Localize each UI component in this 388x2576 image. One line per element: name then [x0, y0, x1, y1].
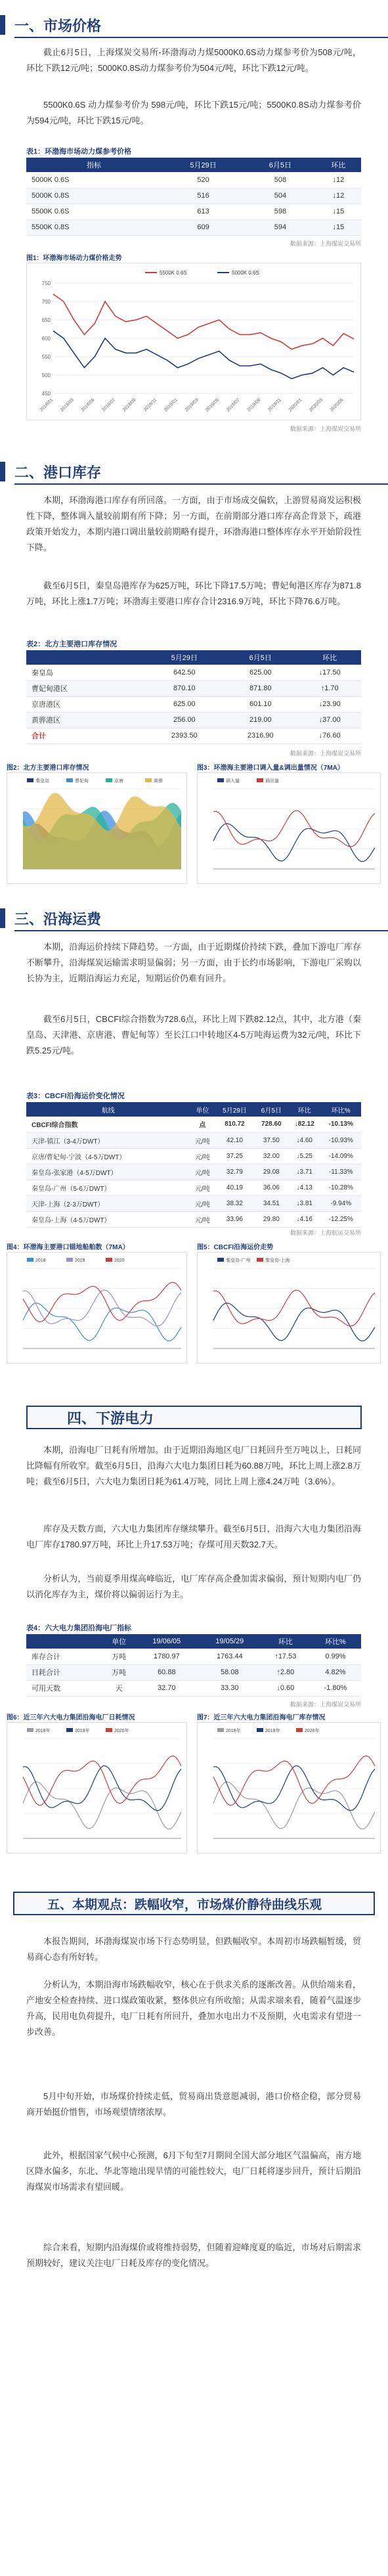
cell: 29.08 — [255, 1164, 288, 1180]
s4-para-2: 库存及天数方面，六大电力集团库存继续攀升。截至6月5日，沿海六大电力集团沿海电厂库存1780.97万吨，环比上升17.53万吨；存煤可用天数32.7天。 — [26, 1524, 361, 1549]
table-1-source: 数据来源：上海煤炭交易所 — [290, 240, 361, 247]
cell: 594 — [245, 219, 316, 235]
table-4-title: 表4：六大电力集团沿海电厂指标 — [26, 1622, 361, 1635]
cell: 34.51 — [255, 1195, 288, 1211]
cell: 58.08 — [198, 1664, 261, 1680]
cell: 京唐/曹妃甸-宁波（4-5万DWT） — [26, 1148, 190, 1164]
chart-4 — [7, 1252, 187, 1364]
cell: 625.00 — [146, 696, 223, 712]
s5-para-4: 此外，根据国家气候中心预测，6月下旬至7月期间全国大部分地区气温偏高，南方地区降水偏多，东北、华北等地出现旱情的可能性较大，电厂日耗将逐步回升，预计后期沿海煤炭市场需求有望回暖。 — [26, 2150, 361, 2192]
x-tick-label: 2020/01 — [288, 397, 303, 413]
cell: 508 — [245, 172, 316, 188]
legend-swatch — [27, 1728, 33, 1732]
y-tick-label: 650 — [41, 317, 51, 323]
legend-label: 京唐 — [114, 779, 123, 784]
cell: ↓3.71 — [288, 1164, 321, 1180]
section-1-title: 一、市场价格 — [14, 18, 102, 35]
legend-swatch — [27, 778, 33, 782]
section-2-title: 二、港口库存 — [14, 464, 102, 481]
cell: ↓37.00 — [298, 712, 361, 728]
x-tick-label: 2018/01 — [39, 397, 54, 413]
t4-h0 — [26, 1634, 103, 1649]
table-row — [26, 1117, 361, 1132]
cell: ↑1.70 — [298, 680, 361, 696]
chart-1-svg — [27, 263, 360, 420]
cell: 万吨 — [103, 1664, 135, 1680]
s5-para-1: 本报告期间，环渤海煤炭市场下行态势明显，但跌幅收窄。本周初市场跌幅暂缓，贸易商心态有所好转。 — [26, 1936, 361, 1962]
chart-2 — [7, 772, 187, 884]
x-tick-label: 2018/09 — [121, 397, 137, 413]
t3-h5: 环比% — [321, 1102, 361, 1117]
s3-para-2: 截至6月5日，CBCFI综合指数为728.6点，环比上周下跌82.12点，其中，北方港（秦皇岛、天津港、京唐港、曹妃甸等）至长江口中转地区4-5万吨海运费为32元/吨，环比下跌5.25元/吨。 — [26, 1014, 361, 1055]
legend-swatch — [27, 1258, 33, 1262]
cell: ↓0.60 — [261, 1680, 310, 1696]
t1-h0: 指标 — [26, 158, 162, 172]
t4-h4: 环比 — [261, 1634, 310, 1649]
cell: 元/吨 — [190, 1211, 215, 1227]
cell: CBCFI综合指数 — [26, 1117, 190, 1132]
y-tick-label: 750 — [41, 280, 51, 286]
cell: 曹妃甸港区 — [26, 680, 146, 696]
s2-para-2: 截至6月5日，秦皇岛港库存为625万吨，环比下降17.5万吨；曹妃甸港区库存为871.8万吨，环比上涨1.7万吨；环渤海主要港口库存合计2316.9万吨，环比下降76.6万吨。 — [26, 581, 361, 606]
x-tick-label: 2019/01 — [163, 397, 179, 413]
chart-4-title: 图4：环渤海主要港口锚地船舶数（7MA） — [7, 1244, 129, 1251]
cell: 29.80 — [255, 1211, 288, 1227]
legend-swatch — [106, 778, 112, 782]
cell: 元/吨 — [190, 1164, 215, 1180]
table-row — [26, 1649, 361, 1664]
legend-swatch — [217, 1258, 224, 1262]
t1-h2: 6月5日 — [245, 158, 316, 172]
cell: 33.30 — [198, 1680, 261, 1696]
legend-swatch — [106, 1728, 112, 1732]
table-4 — [26, 1634, 361, 1697]
y-tick-label: 600 — [41, 336, 51, 342]
cell: 625.00 — [223, 665, 298, 680]
cell: ↓23.90 — [298, 696, 361, 712]
section-2-header — [0, 460, 388, 483]
cell: 2316.90 — [223, 728, 298, 744]
cell: -14.09% — [321, 1148, 361, 1164]
table-row — [26, 1164, 361, 1180]
cell: 32.79 — [215, 1164, 255, 1180]
legend-label: 5500K 0.6S — [160, 270, 187, 276]
chart-2-title: 图2：北方主要港口库存情况 — [7, 765, 89, 772]
cell: 日耗合计 — [26, 1664, 103, 1680]
table-3-title: 表3：CBCFI沿海运价变化情况 — [26, 1090, 361, 1103]
cell: 1763.44 — [198, 1649, 261, 1664]
table-row — [26, 1195, 361, 1211]
section-3-title: 三、沿海运费 — [14, 911, 102, 928]
y-tick-label: 550 — [41, 354, 51, 360]
cell: -12.25% — [321, 1211, 361, 1227]
cell: 天津-上海（2-3万DWT） — [26, 1195, 190, 1211]
chart-6 — [7, 1722, 187, 1854]
cell: ↓17.50 — [298, 665, 361, 680]
cell: 京唐港区 — [26, 696, 146, 712]
cell: 598 — [245, 204, 316, 219]
table-row — [26, 219, 361, 235]
cell: 613 — [162, 204, 245, 219]
cell: ↓4.60 — [288, 1132, 321, 1148]
cell: 元/吨 — [190, 1148, 215, 1164]
s2-para-1: 本期，环渤海港口库存有所回落。一方面，由于市场成交偏软，上游贸易商发运积极性下降，整体调入量较前期有所下降；另一方面，在前期部分港口库存高企背景下，疏港政策开始发力，本期内港口调出量较前期略有提升，环渤海港口整体库存水平开始阶段性下降。 — [26, 495, 361, 552]
s1-para-1: 截止6月5日，上海煤炭交易所-环渤海动力煤5000K0.6S动力煤参考价为508元/吨，环比下跌12元/吨；5000K0.8S动力煤参考价为504元/吨，环比下跌12元/吨。 — [26, 47, 361, 73]
legend-swatch — [257, 1258, 263, 1262]
legend-swatch — [217, 778, 224, 782]
legend-label: 2020 — [114, 1258, 125, 1263]
x-tick-label: 2019/05 — [205, 397, 221, 413]
cell: 4.82% — [310, 1664, 361, 1680]
cell: ↓76.60 — [298, 728, 361, 744]
table-row — [26, 1148, 361, 1164]
chart-1-title: 图1：环渤海市场动力煤价格走势 — [26, 255, 122, 262]
cell: 黄骅港区 — [26, 712, 146, 728]
table-row — [26, 712, 361, 728]
t4-h2: 19/06/05 — [135, 1634, 198, 1649]
legend-swatch — [66, 1728, 73, 1732]
t3-h0: 航线 — [26, 1102, 190, 1117]
t3-h2: 5月29日 — [215, 1102, 255, 1117]
x-tick-label: 2019/07 — [225, 397, 241, 413]
cell: 可用天数 — [26, 1680, 103, 1696]
s5-para-5: 综合来看，短期内沿海煤价或将维持弱势，但随着迎峰度夏的临近，市场对后期需求预期较好，建议关注电厂日耗及库存的变化情况。 — [26, 2242, 361, 2268]
cell: 秦皇岛-广州（5-6万DWT） — [26, 1180, 190, 1195]
legend-swatch — [66, 778, 73, 782]
cell: 5000K 0.8S — [26, 188, 162, 204]
cell: 36.06 — [255, 1180, 288, 1195]
chart-6-svg — [7, 1723, 186, 1853]
cell: -1.80% — [310, 1680, 361, 1696]
table-row — [26, 1680, 361, 1696]
cell: 42.10 — [215, 1132, 255, 1148]
cell: 秦皇岛-张家港（4-5万DWT） — [26, 1164, 190, 1180]
legend-label: 2019年 — [75, 1729, 90, 1733]
table-2-title: 表2：北方主要港口库存情况 — [26, 638, 361, 652]
y-tick-label: 500 — [41, 372, 51, 378]
cell: 520 — [162, 172, 245, 188]
cell: -10.93% — [321, 1132, 361, 1148]
cell: 0.99% — [310, 1649, 361, 1664]
cell: 元/吨 — [190, 1132, 215, 1148]
legend-label: 曹妃甸 — [75, 779, 89, 784]
cell: ↓4.16 — [288, 1211, 321, 1227]
cell: 37.50 — [255, 1132, 288, 1148]
t3-h3: 6月5日 — [255, 1102, 288, 1117]
cell: ↓82.12 — [288, 1117, 321, 1132]
t4-h3: 19/05/29 — [198, 1634, 261, 1649]
cell: 601.10 — [223, 696, 298, 712]
chart-3-svg — [198, 773, 380, 883]
table-4-source: 数据来源：上海煤炭交易所 — [290, 1701, 361, 1708]
cell: 60.88 — [135, 1664, 198, 1680]
cell: 32.00 — [255, 1148, 288, 1164]
table-3-source: 数据来源：上海航运交易所 — [290, 1230, 361, 1236]
table-row — [26, 728, 361, 744]
chart-3 — [197, 772, 381, 884]
cell: 256.00 — [146, 712, 223, 728]
table-row — [26, 680, 361, 696]
x-tick-label: 2018/03 — [60, 397, 75, 413]
cell: 天 — [103, 1680, 135, 1696]
t2-h0 — [26, 650, 146, 665]
cell: 870.10 — [146, 680, 223, 696]
cell: 728.60 — [255, 1117, 288, 1132]
cell: ↓3.81 — [288, 1195, 321, 1211]
t1-h3: 环比 — [316, 158, 361, 172]
cell: ↑2.80 — [261, 1664, 310, 1680]
table-row — [26, 204, 361, 219]
t3-h1: 单位 — [190, 1102, 215, 1117]
table-2-source: 数据来源：上海煤炭交易所 — [290, 750, 361, 757]
legend-swatch — [106, 1258, 112, 1262]
legend-swatch — [296, 1728, 303, 1732]
section-5-header — [13, 1892, 375, 1915]
legend-swatch — [66, 1258, 73, 1262]
chart-7-title: 图7：近三年六大电力集团沿海电厂库存情况 — [197, 1714, 326, 1721]
s4-para-1: 本期，沿海电厂日耗有所增加。由于近期沿海地区电厂日耗回升至万吨以上，日耗同比降幅有所收窄。截至6月5日，沿海六大电力集团日耗为60.88万吨，环比上周上涨2.8万吨；截至6月5日，六大电力集团日耗为61.4万吨，同比上周上涨4.24万吨（3.6%）。 — [26, 1445, 361, 1486]
legend-label: 2019年 — [265, 1729, 280, 1733]
cell: -10.28% — [321, 1180, 361, 1195]
table-row — [26, 1664, 361, 1680]
series-area-3 — [23, 793, 181, 869]
s3-para-1: 本期，沿海运价持续下降趋势。一方面，由于近期煤价持续下跌，叠加下游电厂库存不断攀升，沿海煤炭运输需求明显偏弱；另一方面，由于长约市场影响，下游电厂采购以长协为主，近期沿海运力充足，短期运价仍难有回升。 — [26, 942, 361, 983]
section-1-header — [0, 13, 388, 37]
table-row — [26, 188, 361, 204]
cell: ↓4.13 — [288, 1180, 321, 1195]
x-tick-label: 2019/11 — [267, 397, 282, 412]
chart-3-title: 图3：环渤海主要港口调入量&调出量情况（7MA） — [197, 765, 344, 772]
legend-swatch — [257, 778, 263, 782]
legend-label: 秦皇岛 — [35, 779, 49, 784]
t4-h1: 单位 — [103, 1634, 135, 1649]
cell: ↓12 — [316, 188, 361, 204]
cell: 516 — [162, 188, 245, 204]
cell: 秦皇岛 — [26, 665, 146, 680]
x-tick-label: 2018/11 — [142, 397, 158, 412]
chart-7 — [197, 1722, 381, 1854]
cell: ↓5.25 — [288, 1148, 321, 1164]
y-tick-label: 450 — [41, 391, 51, 397]
x-tick-label: 2019/03 — [184, 397, 200, 413]
table-1 — [26, 158, 361, 236]
cell: 元/吨 — [190, 1195, 215, 1211]
table-row — [26, 696, 361, 712]
x-tick-label: 2018/05 — [80, 397, 96, 413]
cell: 5500K 0.6S — [26, 204, 162, 219]
legend-label: 秦皇岛-广州 — [226, 1258, 251, 1263]
section-4-title: 四、下游电力 — [67, 1410, 154, 1427]
legend-label: 黄骅 — [154, 779, 163, 784]
chart-5-svg — [198, 1253, 380, 1363]
chart-7-svg — [198, 1723, 380, 1853]
legend-label: 2018年 — [226, 1729, 241, 1733]
t2-h3: 环比 — [298, 650, 361, 665]
cell: 5000K 0.6S — [26, 172, 162, 188]
cell: ↑17.53 — [261, 1649, 310, 1664]
series-line-0 — [53, 294, 354, 349]
table-row — [26, 1211, 361, 1227]
x-tick-label: 2020/03 — [309, 397, 324, 413]
cell: 32.70 — [135, 1680, 198, 1696]
cell: 5500K 0.8S — [26, 219, 162, 235]
cell: 38.32 — [215, 1195, 255, 1211]
chart-5 — [197, 1252, 381, 1364]
legend-label: 2018 — [35, 1258, 46, 1263]
cell: 642.50 — [146, 665, 223, 680]
table-row — [26, 1180, 361, 1195]
cell: 2393.50 — [146, 728, 223, 744]
cell: ↓15 — [316, 204, 361, 219]
t1-h1: 5月29日 — [162, 158, 245, 172]
t2-h2: 6月5日 — [223, 650, 298, 665]
cell: ↓12 — [316, 172, 361, 188]
cell: -10.13% — [321, 1117, 361, 1132]
chart-1 — [26, 263, 361, 420]
x-tick-label: 2018/07 — [101, 397, 117, 413]
s1-para-2: 5500K0.6S 动力煤参考价为 598元/吨，环比下跌15元/吨；5500K0.8S动力煤参考价为594元/吨，环比下跌15元/吨。 — [26, 100, 361, 125]
cell: 秦皇岛-上海（4-5万DWT） — [26, 1211, 190, 1227]
x-tick-label: 2019/09 — [246, 397, 262, 413]
cell: 元/吨 — [190, 1180, 215, 1195]
legend-swatch — [217, 1728, 224, 1732]
section-3-header — [0, 906, 388, 930]
cell: -9.94% — [321, 1195, 361, 1211]
legend-label: 调出量 — [265, 779, 279, 784]
chart-2-svg — [7, 773, 186, 883]
section-4-header — [26, 1406, 362, 1429]
legend-swatch — [257, 1728, 263, 1732]
cell: 1780.97 — [135, 1649, 198, 1664]
s5-para-2: 分析认为，本期沿海市场跌幅收窄，核心在于供求关系的逐渐改善。从供给端来看，产地安全检查持续、进口煤政策收紧，整体供应有所收缩；从需求端来看，随着气温逐步升高，民用电负荷提升，电厂日耗有所回升，叠加水电出力不及预期，火电需求有望进一步改善。 — [26, 1980, 361, 2037]
chart-5-title: 图5：CBCFI沿海运价走势 — [197, 1244, 274, 1251]
table-row — [26, 172, 361, 188]
table-2 — [26, 650, 361, 744]
cell: 37.25 — [215, 1148, 255, 1164]
cell: 219.00 — [223, 712, 298, 728]
legend-label: 2020年 — [305, 1729, 320, 1733]
legend-label: 5000K 0.6S — [232, 270, 259, 276]
s4-para-3: 分析认为，当前夏季用煤高峰临近，电厂库存高企叠加需求偏弱，预计短期内电厂仍以消化库存为主，煤价将以偏弱运行为主。 — [26, 1574, 361, 1599]
cell: ↓15 — [316, 219, 361, 235]
cell: 点 — [190, 1117, 215, 1132]
cell: 库存合计 — [26, 1649, 103, 1664]
cell: 万吨 — [103, 1649, 135, 1664]
cell: 33.96 — [215, 1211, 255, 1227]
t2-h1: 5月29日 — [146, 650, 223, 665]
s5-para-3: 5月中旬开始，市场煤价持续走低，贸易商出货意愿减弱，港口价格企稳，部分贸易商开始挺价惜售，市场观望情绪浓厚。 — [26, 2091, 361, 2117]
chart-6-title: 图6：近三年六大电力集团沿海电厂日耗情况 — [7, 1714, 135, 1721]
legend-label: 2019 — [75, 1258, 85, 1263]
t3-h4: 环比 — [288, 1102, 321, 1117]
t4-h5: 环比% — [310, 1634, 361, 1649]
cell: 天津-镇江（3-4万DWT） — [26, 1132, 190, 1148]
table-1-title: 表1：环渤海市场动力煤参考价格 — [26, 146, 361, 159]
cell: 609 — [162, 219, 245, 235]
cell: 504 — [245, 188, 316, 204]
cell: 871.80 — [223, 680, 298, 696]
table-row — [26, 665, 361, 680]
cell: 合计 — [26, 728, 146, 744]
legend-swatch — [145, 778, 152, 782]
chart-4-svg — [7, 1253, 186, 1363]
section-5-title: 五、本期观点：跌幅收窄，市场煤价静待曲线乐观 — [47, 1897, 322, 1912]
table-row — [26, 1132, 361, 1148]
legend-label: 秦皇岛-上海 — [265, 1258, 290, 1263]
y-tick-label: 700 — [41, 299, 51, 305]
legend-label: 调入量 — [226, 779, 240, 784]
x-tick-label: 2020/05 — [329, 397, 345, 413]
legend-label: 2018年 — [35, 1729, 51, 1733]
table-3 — [26, 1102, 361, 1228]
cell: 40.19 — [215, 1180, 255, 1195]
cell: -11.33% — [321, 1164, 361, 1180]
cell: 810.72 — [215, 1117, 255, 1132]
legend-label: 2020年 — [114, 1729, 129, 1733]
chart-1-source: 数据来源：上海煤炭交易所 — [290, 426, 361, 432]
